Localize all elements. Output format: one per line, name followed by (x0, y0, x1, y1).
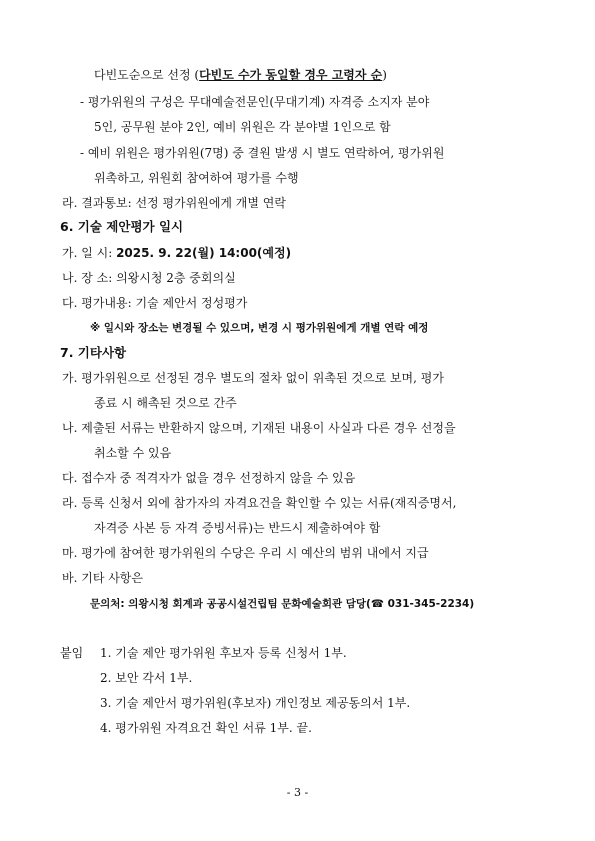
result-notice-line: 라. 결과통보: 선정 평가위원에게 개별 연락 (62, 196, 286, 210)
evaluation-content-line: 다. 평가내용: 기술 제안서 정성평가 (62, 296, 248, 310)
selection-method-close: ) (382, 68, 387, 82)
schedule-change-note: ※ 일시와 장소는 변경될 수 있으며, 변경 시 평가위원에게 개별 연락 예정 (90, 322, 429, 334)
attachment-item-4: 4. 평가위원 자격요건 확인 서류 1부. 끝. (100, 721, 312, 735)
committee-composition-line: - 평가위원의 구성은 무대예술전문인(무대기계) 자격증 소지자 분야 (80, 95, 430, 109)
section-6-heading: 6. 기술 제안평가 일시 (60, 219, 184, 234)
misc-item-c: 다. 접수자 중 적격자가 없을 경우 선정하지 않을 수 있음 (62, 471, 356, 485)
reserve-member-line: - 예비 위원은 평가위원(7명) 중 결원 발생 시 별도 연락하여, 평가위원 (80, 146, 445, 160)
page-number: - 3 - (286, 786, 309, 799)
misc-item-e: 마. 평가에 참여한 평가위원의 수당은 우리 시 예산의 범위 내에서 지급 (62, 546, 429, 560)
selection-method-line (94, 67, 387, 83)
misc-item-a-cont: 종료 시 해촉된 것으로 간주 (94, 396, 237, 410)
datetime-value: 2025. 9. 22(월) 14:00(예정) (116, 246, 292, 260)
misc-item-d-cont: 자격증 사본 등 자격 증빙서류)는 반드시 제출하여야 함 (94, 521, 381, 535)
selection-method-text: 다빈도순으로 선정 ( (94, 68, 200, 82)
attachment-item-2: 2. 보안 각서 1부. (100, 671, 193, 685)
attachment-item-1: 1. 기술 제안 평가위원 후보자 등록 신청서 1부. (100, 646, 347, 660)
misc-item-b-cont: 취소할 수 있음 (94, 446, 172, 460)
misc-item-d: 라. 등록 신청서 외에 참가자의 자격요건을 확인할 수 있는 서류(재직증명서, (62, 496, 457, 510)
section-7-heading: 7. 기타사항 (60, 345, 127, 360)
misc-item-b: 나. 제출된 서류는 반환하지 않으며, 기재된 내용이 사실과 다른 경우 선정을 (62, 421, 456, 435)
datetime-label: 가. 일 시: (62, 246, 117, 260)
misc-item-a: 가. 평가위원으로 선정된 경우 별도의 절차 없이 위촉된 것으로 보며, 평가 (62, 371, 444, 385)
contact-info: 문의처: 의왕시청 회계과 공공시설건립팀 문화예술회관 담당(☎ 031-345-2234) (90, 598, 475, 610)
evaluation-datetime-line (62, 245, 291, 261)
reserve-member-line-cont: 위촉하고, 위원회 참여하여 평가를 수행 (94, 171, 299, 185)
committee-composition-line-cont: 5인, 공무원 분야 2인, 예비 위원은 각 분야별 1인으로 함 (94, 120, 391, 134)
evaluation-place-line: 나. 장 소: 의왕시청 2층 중회의실 (62, 271, 236, 285)
misc-item-f: 바. 기타 사항은 (62, 571, 143, 585)
attachment-item-3: 3. 기술 제안서 평가위원(후보자) 개인정보 제공동의서 1부. (100, 696, 411, 710)
tiebreak-rule-emphasis: 다빈도 수가 동일할 경우 고령자 순 (199, 68, 383, 82)
attachment-label: 붙임 (60, 646, 84, 660)
